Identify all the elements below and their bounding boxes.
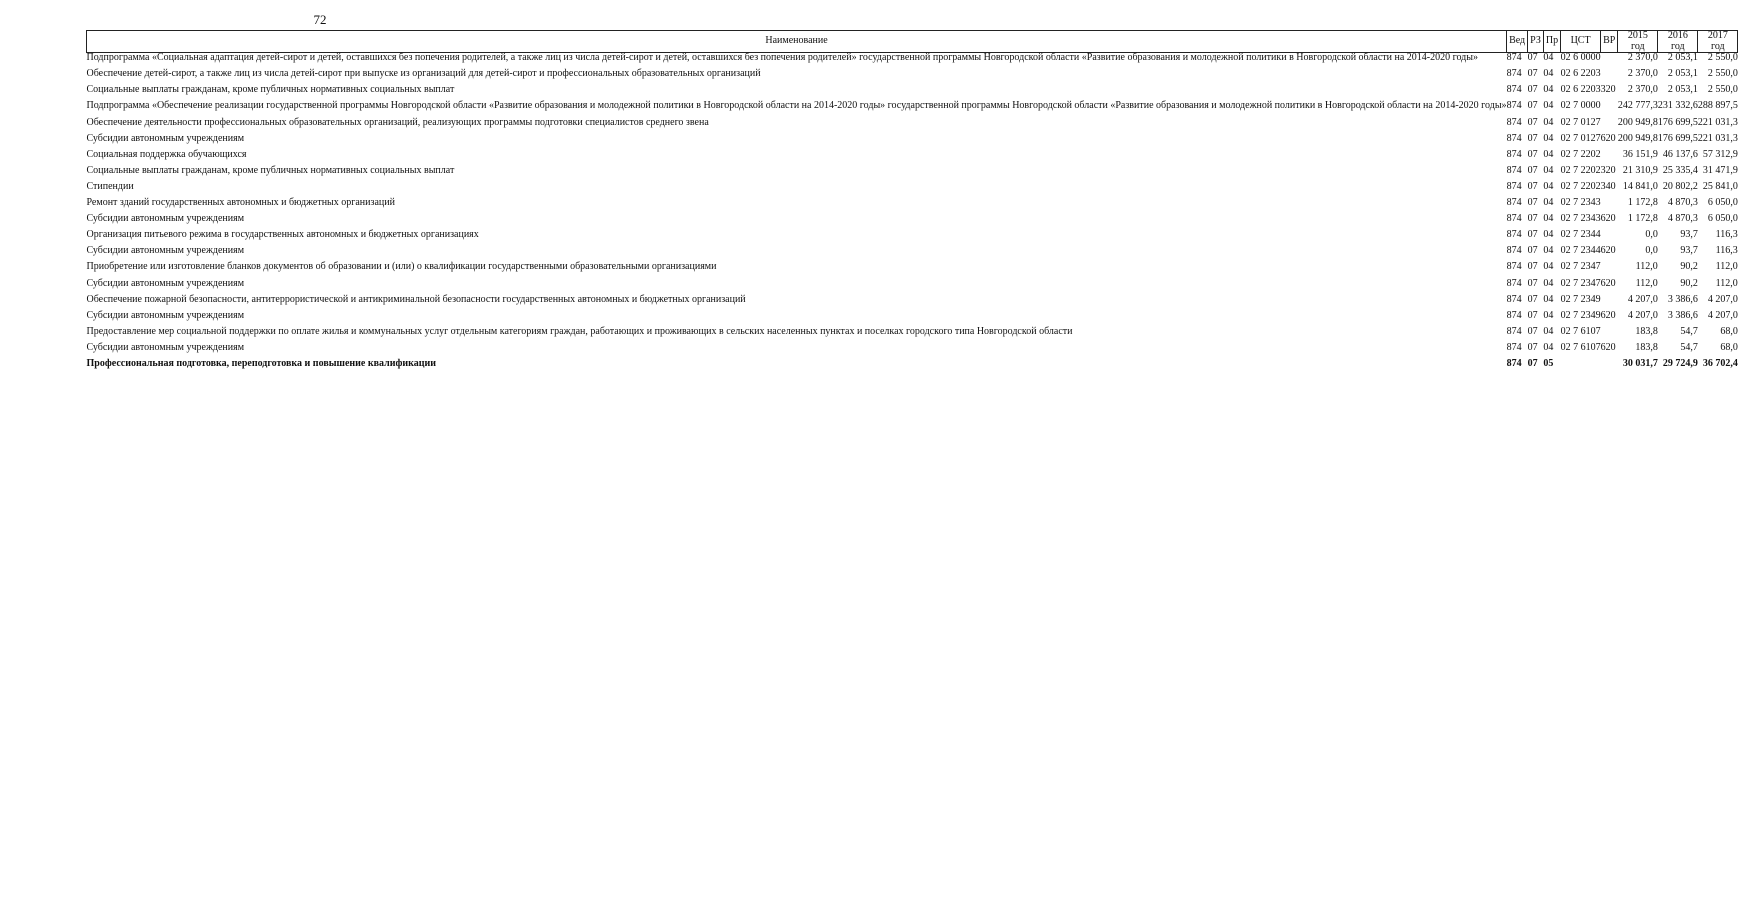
- row-rz: 07: [1527, 132, 1538, 144]
- row-ved: 874: [1506, 100, 1522, 112]
- row-2017: 112,0: [1715, 277, 1738, 289]
- row-2016: 54,7: [1680, 325, 1698, 337]
- row-name: Субсидии автономным учреждениям: [86, 277, 245, 289]
- row-cst: 02 7 2349: [1560, 293, 1601, 305]
- row-name: Ремонт зданий государственных автономных и бюджетных организаций: [86, 197, 395, 209]
- table-row: [87, 146, 1738, 162]
- row-cst: 02 7 0000: [1560, 100, 1601, 112]
- row-rz: 07: [1527, 197, 1538, 209]
- row-name: Подпрограмма «Социальная адаптация детей-сирот и детей, оставшихся без попечения родителей, а также лиц из числа детей-сирот и детей, оставшихся без попечения родителей» государственной программы Новгородской области «Развитие образования и молодежной политики в Новгородской области на 2014-2020 годы»: [86, 52, 1478, 64]
- row-vr: [1601, 226, 1618, 242]
- row-2017: 2 550,0: [1707, 84, 1738, 96]
- row-pr: 04: [1543, 52, 1554, 64]
- row-rz: 07: [1527, 325, 1538, 337]
- row-rz: 07: [1527, 52, 1538, 64]
- row-vr: 340: [1600, 180, 1616, 192]
- row-rz: 07: [1527, 277, 1538, 289]
- row-2015: 4 207,0: [1627, 309, 1658, 321]
- row-ved: 874: [1506, 309, 1522, 321]
- row-cst: 02 7 2343: [1560, 197, 1601, 209]
- row-2017: 288 897,5: [1697, 100, 1738, 112]
- row-name: Субсидии автономным учреждениям: [86, 309, 245, 321]
- row-2017: 68,0: [1720, 341, 1738, 353]
- page-number: 72: [313, 12, 327, 27]
- row-ved: 874: [1506, 325, 1522, 337]
- row-2016: 93,7: [1680, 229, 1698, 241]
- row-2016: 90,2: [1680, 261, 1698, 273]
- row-rz: 07: [1527, 245, 1538, 257]
- table-row: [87, 226, 1738, 242]
- row-pr: 05: [1543, 357, 1554, 369]
- row-cst: 02 7 2202: [1560, 180, 1601, 192]
- header-rz: РЗ: [1528, 31, 1544, 53]
- row-vr: 320: [1600, 164, 1616, 176]
- budget-table: [86, 30, 1738, 371]
- row-pr: 04: [1543, 100, 1554, 112]
- row-pr: 04: [1543, 277, 1554, 289]
- row-vr: [1601, 355, 1618, 371]
- table-row: [87, 258, 1738, 274]
- row-2017: 4 207,0: [1707, 293, 1738, 305]
- row-vr: 620: [1600, 213, 1616, 225]
- row-vr: 620: [1600, 341, 1616, 353]
- row-rz: 07: [1527, 261, 1538, 273]
- row-2016: 90,2: [1680, 277, 1698, 289]
- row-2016: 2 053,1: [1667, 68, 1698, 80]
- header-2016: 2016 год: [1658, 31, 1698, 53]
- row-name: Социальные выплаты гражданам, кроме публичных нормативных социальных выплат: [86, 164, 455, 176]
- row-vr: 620: [1600, 277, 1616, 289]
- row-ved: 874: [1506, 164, 1522, 176]
- row-vr: [1601, 323, 1618, 339]
- row-2015: 183,8: [1635, 341, 1658, 353]
- row-name: Профессиональная подготовка, переподготовка и повышение квалификации: [86, 357, 437, 369]
- row-vr: 320: [1600, 84, 1616, 96]
- row-pr: 04: [1543, 213, 1554, 225]
- row-2016: 2 053,1: [1667, 84, 1698, 96]
- row-rz: 07: [1527, 164, 1538, 176]
- row-2015: 21 310,9: [1622, 164, 1658, 176]
- row-cst: 02 7 2202: [1560, 164, 1601, 176]
- row-2016: 25 335,4: [1662, 164, 1698, 176]
- row-2016: 29 724,9: [1662, 357, 1698, 369]
- table-row: [87, 291, 1738, 307]
- row-ved: 874: [1506, 132, 1522, 144]
- row-ved: 874: [1506, 277, 1522, 289]
- row-pr: 04: [1543, 197, 1554, 209]
- row-2015: 112,0: [1635, 277, 1658, 289]
- row-pr: 04: [1543, 309, 1554, 321]
- row-ved: 874: [1506, 116, 1522, 128]
- row-2015: 200 949,8: [1617, 132, 1658, 144]
- header-2015: 2015 год: [1618, 31, 1658, 53]
- table-row: [87, 275, 1738, 291]
- row-2015: 2 370,0: [1627, 52, 1658, 64]
- row-ved: 874: [1506, 213, 1522, 225]
- row-2015: 30 031,7: [1622, 357, 1658, 369]
- row-ved: 874: [1506, 180, 1522, 192]
- row-cst: 02 7 0127: [1560, 116, 1601, 128]
- row-pr: 04: [1543, 148, 1554, 160]
- row-vr: 620: [1600, 132, 1616, 144]
- row-rz: 07: [1527, 309, 1538, 321]
- row-2015: 2 370,0: [1627, 68, 1658, 80]
- table-row: [87, 307, 1738, 323]
- row-rz: 07: [1527, 68, 1538, 80]
- row-pr: 04: [1543, 116, 1554, 128]
- row-2015: 0,0: [1645, 245, 1658, 257]
- table-header-row: [87, 31, 1738, 53]
- row-ved: 874: [1506, 357, 1522, 369]
- row-name: Стипендии: [86, 180, 134, 192]
- row-ved: 874: [1506, 84, 1522, 96]
- row-name: Субсидии автономным учреждениям: [86, 341, 245, 353]
- row-cst: 02 6 2203: [1560, 84, 1601, 96]
- header-cst: ЦСТ: [1561, 31, 1601, 53]
- row-2017: 6 050,0: [1707, 213, 1738, 225]
- table-row: [87, 178, 1738, 194]
- row-vr: [1601, 291, 1618, 307]
- row-pr: 04: [1543, 180, 1554, 192]
- row-2016: 4 870,3: [1667, 197, 1698, 209]
- row-name: Организация питьевого режима в государственных автономных и бюджетных организациях: [86, 229, 479, 241]
- row-vr: 620: [1600, 309, 1616, 321]
- row-cst: 02 6 2203: [1560, 68, 1601, 80]
- row-pr: 04: [1543, 132, 1554, 144]
- table-row: [87, 97, 1738, 113]
- row-cst: 02 7 2343: [1560, 213, 1601, 225]
- row-2017: 221 031,3: [1697, 132, 1738, 144]
- row-pr: 04: [1543, 68, 1554, 80]
- row-name: Обеспечение деятельности профессиональных образовательных организаций, реализующих программы подготовки специалистов среднего звена: [86, 116, 709, 128]
- row-pr: 04: [1543, 293, 1554, 305]
- row-2015: 1 172,8: [1627, 213, 1658, 225]
- row-cst: 02 7 6107: [1560, 341, 1601, 353]
- row-2016: 176 699,5: [1657, 116, 1698, 128]
- header-ved: Вед: [1507, 31, 1528, 53]
- row-2017: 112,0: [1715, 261, 1738, 273]
- row-2017: 116,3: [1715, 229, 1738, 241]
- row-rz: 07: [1527, 100, 1538, 112]
- row-2017: 25 841,0: [1702, 180, 1738, 192]
- row-ved: 874: [1506, 68, 1522, 80]
- table-row: [87, 81, 1738, 97]
- row-2016: 93,7: [1680, 245, 1698, 257]
- table-row: [87, 242, 1738, 258]
- row-rz: 07: [1527, 293, 1538, 305]
- row-vr: [1601, 97, 1618, 113]
- table-row: [87, 339, 1738, 355]
- row-cst: 02 7 0127: [1560, 132, 1601, 144]
- row-ved: 874: [1506, 197, 1522, 209]
- row-2016: 2 053,1: [1667, 52, 1698, 64]
- row-2015: 112,0: [1635, 261, 1658, 273]
- row-cst: 02 7 2349: [1560, 309, 1601, 321]
- row-2015: 0,0: [1645, 229, 1658, 241]
- row-name: Субсидии автономным учреждениям: [86, 245, 245, 257]
- row-cst: 02 7 2344: [1560, 229, 1601, 241]
- row-ved: 874: [1506, 245, 1522, 257]
- row-2016: 3 386,6: [1667, 293, 1698, 305]
- row-name: Обеспечение детей-сирот, а также лиц из числа детей-сирот при выпуске из организаций для детей-сирот и профессиональных образовательных организаций: [86, 68, 761, 80]
- row-2015: 200 949,8: [1617, 116, 1658, 128]
- row-cst: [1561, 355, 1601, 371]
- row-cst: 02 7 2344: [1560, 245, 1601, 257]
- table-row: [87, 65, 1738, 81]
- row-2016: 54,7: [1680, 341, 1698, 353]
- row-vr: [1601, 65, 1618, 81]
- row-vr: [1601, 194, 1618, 210]
- row-pr: 04: [1543, 84, 1554, 96]
- row-vr: 620: [1600, 245, 1616, 257]
- row-2015: 183,8: [1635, 325, 1658, 337]
- row-2016: 176 699,5: [1657, 132, 1698, 144]
- row-rz: 07: [1527, 116, 1538, 128]
- row-2015: 1 172,8: [1627, 197, 1658, 209]
- row-name: Социальная поддержка обучающихся: [86, 148, 247, 160]
- row-ved: 874: [1506, 229, 1522, 241]
- row-cst: 02 7 6107: [1560, 325, 1601, 337]
- row-2015: 4 207,0: [1627, 293, 1658, 305]
- header-pr: Пр: [1543, 31, 1560, 53]
- row-2017: 6 050,0: [1707, 197, 1738, 209]
- row-2017: 36 702,4: [1702, 357, 1738, 369]
- row-cst: 02 7 2347: [1560, 261, 1601, 273]
- row-vr: [1601, 53, 1618, 66]
- row-2015: 36 151,9: [1622, 148, 1658, 160]
- row-rz: 07: [1527, 341, 1538, 353]
- row-cst: 02 7 2347: [1560, 277, 1601, 289]
- table-row: [87, 194, 1738, 210]
- row-vr: [1601, 114, 1618, 130]
- table-row: [87, 210, 1738, 226]
- row-2015: 242 777,3: [1617, 100, 1658, 112]
- row-ved: 874: [1506, 341, 1522, 353]
- row-rz: 07: [1527, 229, 1538, 241]
- row-cst: 02 6 0000: [1560, 52, 1601, 64]
- row-2015: 14 841,0: [1622, 180, 1658, 192]
- row-ved: 874: [1506, 148, 1522, 160]
- row-name: Субсидии автономным учреждениям: [86, 213, 245, 225]
- table-row: [87, 323, 1738, 339]
- row-pr: 04: [1543, 325, 1554, 337]
- row-rz: 07: [1527, 357, 1538, 369]
- row-rz: 07: [1527, 148, 1538, 160]
- row-name: Предоставление мер социальной поддержки по оплате жилья и коммунальных услуг отдельным категориям граждан, работающих и проживающих в сельских населенных пунктах и поселках городского типа Новгородской области: [86, 325, 1073, 337]
- header-2017: 2017 год: [1698, 31, 1738, 53]
- row-2017: 4 207,0: [1707, 309, 1738, 321]
- header-vr: ВР: [1601, 31, 1618, 53]
- row-vr: [1601, 146, 1618, 162]
- row-2017: 221 031,3: [1697, 116, 1738, 128]
- table-row: [87, 355, 1738, 371]
- row-name: Субсидии автономным учреждениям: [86, 132, 245, 144]
- row-vr: [1601, 258, 1618, 274]
- table-row: [87, 114, 1738, 130]
- row-2016: 20 802,2: [1662, 180, 1698, 192]
- row-pr: 04: [1543, 261, 1554, 273]
- row-pr: 04: [1543, 164, 1554, 176]
- row-2016: 46 137,6: [1662, 148, 1698, 160]
- row-pr: 04: [1543, 229, 1554, 241]
- row-2017: 2 550,0: [1707, 52, 1738, 64]
- row-ved: 874: [1506, 261, 1522, 273]
- row-rz: 07: [1527, 213, 1538, 225]
- row-name: Социальные выплаты гражданам, кроме публичных нормативных социальных выплат: [86, 84, 455, 96]
- row-rz: 07: [1527, 180, 1538, 192]
- table-row: [87, 162, 1738, 178]
- row-2016: 3 386,6: [1667, 309, 1698, 321]
- row-2017: 31 471,9: [1702, 164, 1738, 176]
- row-pr: 04: [1543, 341, 1554, 353]
- row-name: Обеспечение пожарной безопасности, антитеррористической и антикриминальной безопасности государственных автономных и бюджетных организаций: [86, 293, 746, 305]
- row-2017: 57 312,9: [1702, 148, 1738, 160]
- row-pr: 04: [1543, 245, 1554, 257]
- row-2016: 231 332,6: [1657, 100, 1698, 112]
- row-rz: 07: [1527, 84, 1538, 96]
- row-ved: 874: [1506, 52, 1522, 64]
- table-body: [87, 53, 1738, 371]
- row-ved: 874: [1506, 293, 1522, 305]
- row-2016: 4 870,3: [1667, 213, 1698, 225]
- row-2017: 68,0: [1720, 325, 1738, 337]
- row-2017: 2 550,0: [1707, 68, 1738, 80]
- row-2017: 116,3: [1715, 245, 1738, 257]
- table-row: [87, 53, 1738, 66]
- row-name: Подпрограмма «Обеспечение реализации государственной программы Новгородской области «Развитие образования и молодежной политики в Новгородской области на 2014-2020 годы» государственной программы Новгородской области «Развитие образования и молодежной политики в Новгородской области на 2014-2020 годы»: [86, 100, 1507, 112]
- row-cst: 02 7 2202: [1560, 148, 1601, 160]
- row-2015: 2 370,0: [1627, 84, 1658, 96]
- header-name: Наименование: [87, 31, 1507, 53]
- row-name: Приобретение или изготовление бланков документов об образовании и (или) о квалификации государственными образовательными организациями: [86, 261, 717, 273]
- table-row: [87, 130, 1738, 146]
